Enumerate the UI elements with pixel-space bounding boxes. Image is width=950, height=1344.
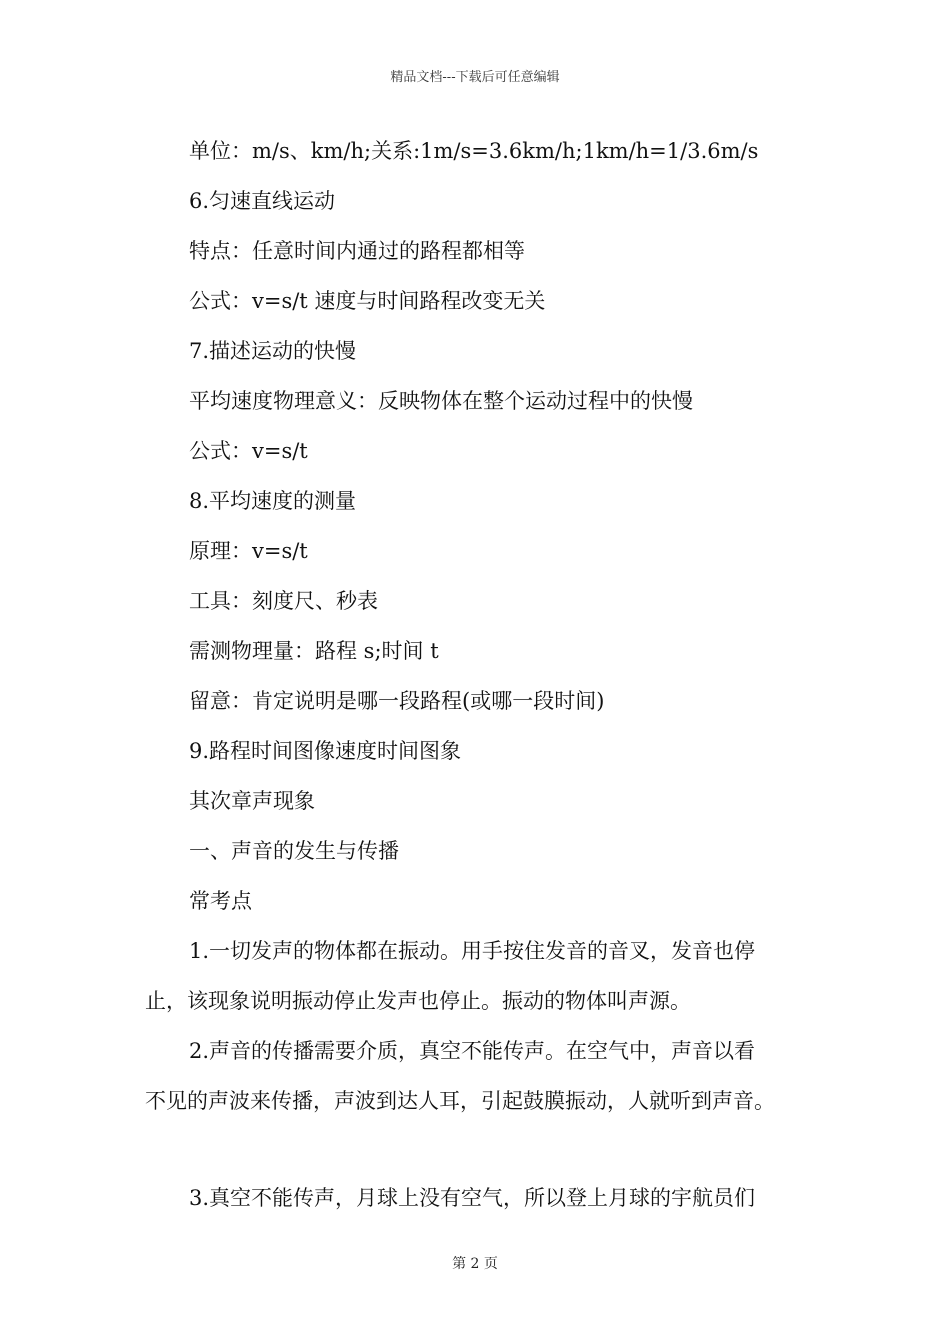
paragraph-3-line-1: 3.真空不能传声，月球上没有空气，所以登上月球的宇航员们 [189,1186,756,1210]
text-line-formula-2: 公式：v=s/t [189,439,308,463]
heading-describe-speed: 7.描述运动的快慢 [189,339,357,363]
heading-graphs: 9.路程时间图像速度时间图象 [189,739,462,763]
text-line-principle: 原理：v=s/t [189,539,308,563]
subsection-heading: 常考点 [189,889,252,913]
text-line-note: 留意：肯定说明是哪一段路程(或哪一段时间) [189,689,605,713]
text-line-feature: 特点：任意时间内通过的路程都相等 [189,239,525,263]
paragraph-1-line-2: 止，该现象说明振动停止发声也停止。振动的物体叫声源。 [145,989,691,1013]
heading-uniform-motion: 6.匀速直线运动 [189,189,336,213]
text-line-units: 单位：m/s、km/h;关系:1m/s=3.6km/h;1km/h=1/3.6m/s [189,139,759,163]
section-heading: 一、声音的发生与传播 [189,839,399,863]
text-line-formula: 公式：v=s/t 速度与时间路程改变无关 [189,289,546,313]
text-line-average-speed-meaning: 平均速度物理意义：反映物体在整个运动过程中的快慢 [189,389,693,413]
page-header: 精品文档---下载后可任意编辑 [390,70,560,85]
paragraph-1-line-1: 1.一切发声的物体都在振动。用手按住发音的音叉，发音也停 [189,939,756,963]
heading-average-speed-measure: 8.平均速度的测量 [189,489,357,513]
chapter-heading: 其次章声现象 [189,789,315,813]
text-line-tools: 工具：刻度尺、秒表 [189,589,378,613]
paragraph-2-line-1: 2.声音的传播需要介质，真空不能传声。在空气中，声音以看 [189,1039,756,1063]
paragraph-2-line-2: 不见的声波来传播，声波到达人耳，引起鼓膜振动，人就听到声音。 [145,1089,775,1113]
text-line-quantities: 需测物理量：路程 s;时间 t [189,639,439,663]
page-number: 第 2 页 [452,1256,498,1272]
